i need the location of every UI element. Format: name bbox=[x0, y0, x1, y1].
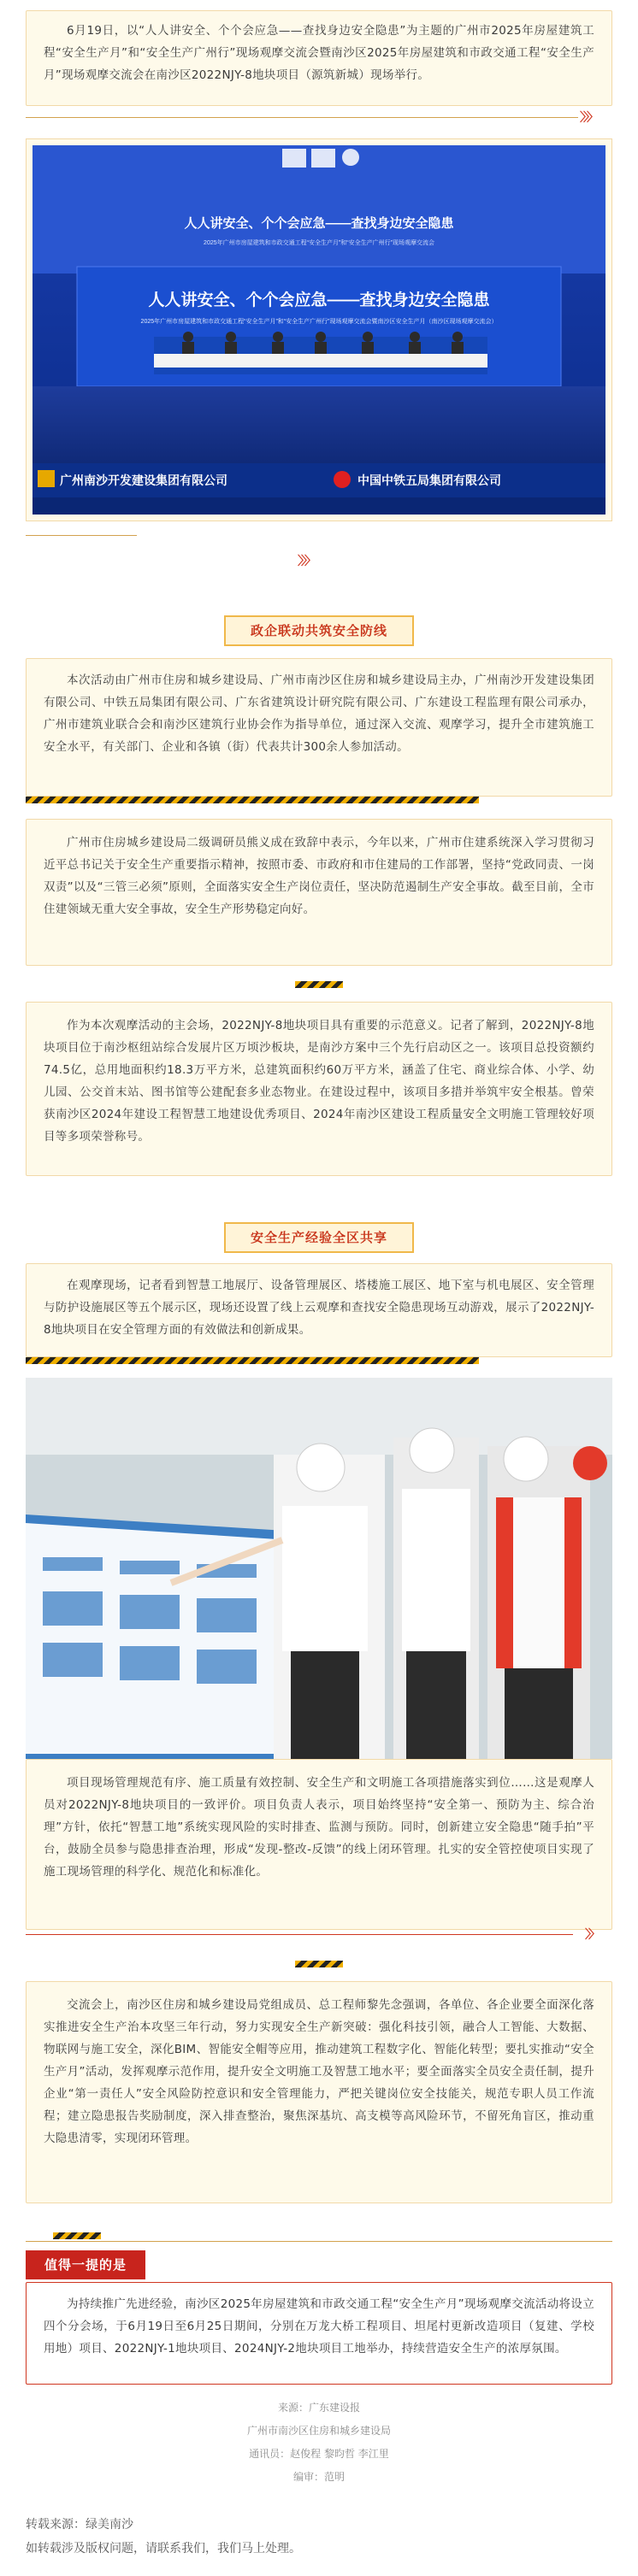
sponsor-left-text: 广州南沙开发建设集团有限公司 bbox=[60, 473, 227, 487]
credit-reporters: 通讯员：赵俊程 黎昀哲 李江里 bbox=[249, 2448, 389, 2460]
credit-editor: 编审：范明 bbox=[292, 2471, 345, 2483]
credit-source: 来源：广东建设报 bbox=[277, 2402, 360, 2414]
divider-line bbox=[26, 2241, 612, 2242]
highlight-badge: 值得一提的是 bbox=[26, 2250, 145, 2279]
content-box-4 bbox=[26, 1263, 612, 1357]
hazard-stripe-small bbox=[295, 981, 343, 988]
site-visit-image bbox=[26, 1378, 612, 1759]
repost-source: 转载来源：绿美南沙 bbox=[26, 2518, 133, 2532]
stage-title-text: 人人讲安全、个个会应急——查找身边安全隐患 bbox=[148, 291, 490, 309]
arrows-right-icon: 〉〉〉 bbox=[298, 555, 314, 568]
content-box-6 bbox=[26, 1981, 612, 2203]
arrows-right-icon: 〉〉〉 bbox=[580, 111, 596, 125]
paragraph-4: 在观摩现场，记者看到智慧工地展厅、设备管理展区、塔楼施工展区、地下室与机电展区、安全管理与防护设施展区等五个展示区，现场还设置了线上云观摩和查找安全隐患现场互动游戏，展示了2022NJY-8地块项目在安全管理方面的有效做法和创新成果。 bbox=[44, 1279, 594, 1337]
copyright-note: 如转载涉及版权问题，请联系我们，我们马上处理。 bbox=[26, 2542, 301, 2555]
paragraph-6: 交流会上，南沙区住房和城乡建设局党组成员、总工程师黎先念强调，各单位、各企业要全面深化落实推进安全生产治本攻坚三年行动，努力实现安全生产新突破：强化科技引领，融合人工智能、大数据、物联网与施工安全，深化BIM、智能安全帽等应用，推动建筑工程数字化、智能化转型；要扎实推动“安全生产月”活动，发挥观摩示范作用，提升安全文明施工及智慧工地水平；要全面落实全员安全责任制，提升企业“第一责任人”安全风险防控意识和安全管理能力，严把关键岗位安全技能关，规范专职人员工作流程；建立隐患报告奖励制度，深入排查整治，聚焦深基坑、高支模等高风险环节，不留死角盲区，推动重大隐患清零，实现闭环管理。 bbox=[44, 1998, 594, 2145]
credit-org: 广州市南沙区住房和城乡建设局 bbox=[246, 2425, 391, 2437]
divider-line bbox=[26, 117, 578, 118]
hazard-stripe bbox=[26, 797, 479, 803]
intro-text: 6月19日，以“人人讲安全、个个会应急——查找身边安全隐患”为主题的广州市2025年房屋建筑工程“安全生产月”和“安全生产广州行”现场观摩交流会暨南沙区2025年房屋建筑和市政交通工程“安全生产月”现场观摩交流会在南沙区2022NJY-8地块项目（源筑新城）现场举行。 bbox=[44, 24, 594, 82]
paragraph-1: 本次活动由广州市住房和城乡建设局、广州市南沙区住房和城乡建设局主办，广州南沙开发建设集团有限公司、中铁五局集团有限公司、广东省建筑设计研究院有限公司、广东建设工程监理有限公司承办，广州市建筑业联合会和南沙区建筑行业协会作为指导单位，通过深入交流、观摩学习，提升全市建筑施工安全水平，有关部门、企业和各镇（街）代表共计300余人参加活动。 bbox=[44, 673, 594, 754]
content-box-5 bbox=[26, 1759, 612, 1930]
arrows-right-icon: 〉〉 bbox=[585, 1928, 598, 1942]
intro-box bbox=[26, 10, 612, 106]
banner-sub-text: 2025年广州市房屋建筑和市政交通工程“安全生产月”和“安全生产广州行”现场观摩交流会 bbox=[204, 240, 434, 246]
section-title-1: 政企联动共筑安全防线 bbox=[224, 615, 414, 646]
content-box-1 bbox=[26, 658, 612, 797]
content-box-2 bbox=[26, 819, 612, 966]
credits-block bbox=[0, 2397, 638, 2489]
paragraph-2: 广州市住房城乡建设局二级调研员熊义成在致辞中表示，今年以来，广州市住建系统深入学习贯彻习近平总书记关于安全生产重要指示精神，按照市委、市政府和市住建局的工作部署，坚持“党政同责、一岗双责”以及“三管三必须”原则，全面落实安全生产岗位责任，坚决防范遏制生产安全事故。截至目前，全市住建领域无重大安全事故，安全生产形势稳定向好。 bbox=[44, 836, 594, 916]
paragraph-5: 项目现场管理规范有序、施工质量有效控制、安全生产和文明施工各项措施落实到位……这是观摩人员对2022NJY-8地块项目的一致评价。项目负责人表示，项目始终坚持“安全第一、预防为主、综合治理”方针，依托“智慧工地”系统实现风险的实时排查、监测与预防。同时，创新建立安全隐患“随手拍”平台，鼓励全员参与隐患排查治理，形成“发现-整改-反馈”的线上闭环管理。扎实的安全管控使项目实现了施工现场管理的科学化、规范化和标准化。 bbox=[44, 1776, 594, 1879]
banner-main-text: 人人讲安全、个个会应急——查找身边安全隐患 bbox=[184, 216, 454, 231]
event-stage-photo bbox=[26, 138, 612, 521]
paragraph-7: 为持续推广先进经验，南沙区2025年房屋建筑和市政交通工程“安全生产月”现场观摩交流活动将设立四个分会场，于6月19日至6月25日期间，分别在万龙大桥工程项目、坦尾村更新改造项目（复建、学校用地）项目、2022NJY-1地块项目、2024NJY-2地块项目工地举办，持续营造安全生产的浓厚氛围。 bbox=[44, 2297, 594, 2355]
paragraph-3: 作为本次观摩活动的主会场，2022NJY-8地块项目具有重要的示范意义。记者了解到，2022NJY-8地块项目位于南沙枢纽站综合发展片区万顷沙板块，是南沙方案中三个先行启动区之一。该项目总投资额约74.5亿，总用地面积约18.3万平方米，总建筑面积约60万平方米，涵盖了住宅、商业综合体、小学、幼儿园、公交首末站、图书馆等公建配套多业态物业。在建设过程中，该项目多措并举筑牢安全根基。曾荣获南沙区2024年建设工程智慧工地建设优秀项目、2024年南沙区建设工程质量安全文明施工管理较好项目等多项荣誉称号。 bbox=[44, 1019, 594, 1144]
stage-sub-text: 2025年广州市房屋建筑和市政交通工程“安全生产月”和“安全生产广州行”现场观摩交流会暨南沙区安全生产月（南沙区现场观摩交流会） bbox=[140, 319, 498, 325]
footer-block bbox=[26, 2513, 301, 2561]
divider-line bbox=[26, 535, 137, 536]
content-box-3 bbox=[26, 1002, 612, 1176]
site-visit-photo bbox=[26, 1378, 612, 1759]
section-title-2: 安全生产经验全区共享 bbox=[224, 1222, 414, 1253]
content-box-7 bbox=[26, 2282, 612, 2385]
hazard-stripe-small bbox=[295, 1961, 343, 1967]
hazard-stripe-small bbox=[53, 2232, 101, 2239]
sponsor-right-text: 中国中铁五局集团有限公司 bbox=[357, 473, 501, 487]
divider-line-red bbox=[26, 1934, 573, 1935]
hazard-stripe bbox=[26, 1357, 479, 1364]
photo-frame-border bbox=[26, 138, 612, 521]
